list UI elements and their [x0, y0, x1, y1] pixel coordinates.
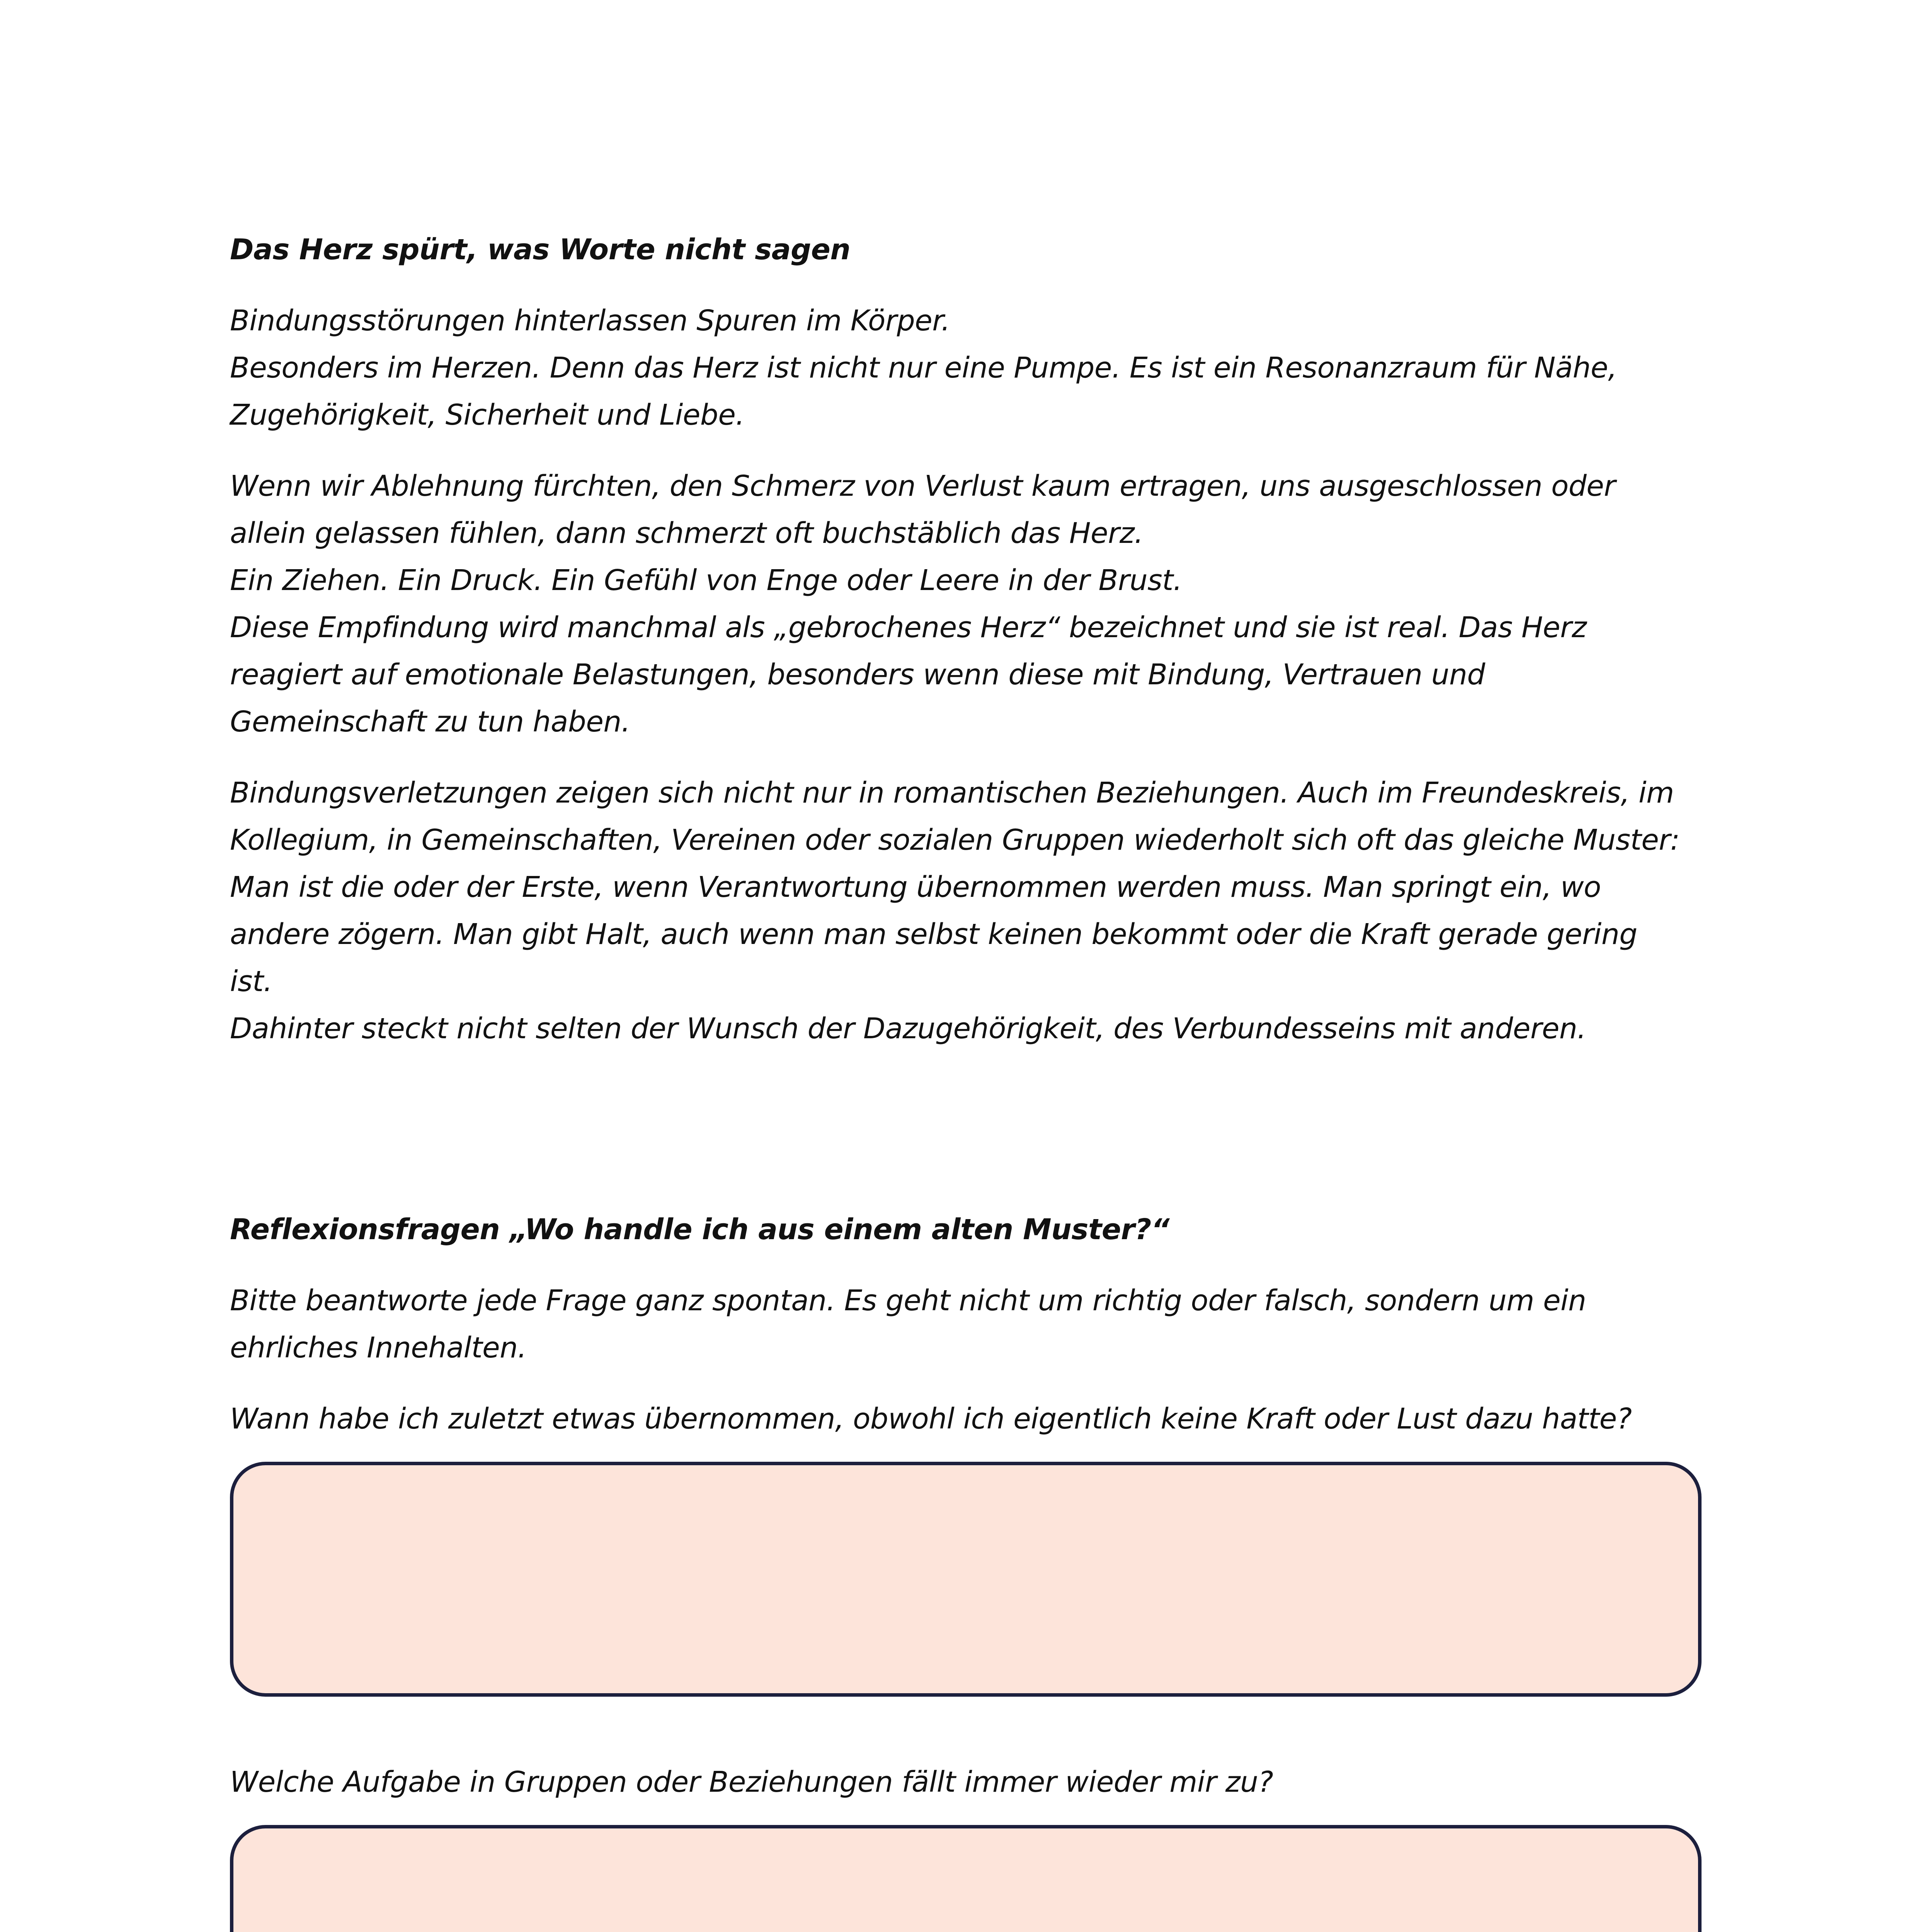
section-spacer: [230, 1076, 1706, 1206]
text-line: Bindungsverletzungen zeigen sich nicht nur in romantischen Beziehungen. Auch im Freundeskreis, im: [230, 776, 1674, 810]
text-line: Kollegium, in Gemeinschaften, Vereinen oder sozialen Gruppen wiederholt sich oft das gleiche Muster:: [230, 823, 1680, 857]
section-heading-herz: Das Herz spürt, was Worte nicht sagen: [230, 233, 851, 266]
section-heading-reflexionsfragen: Reflexionsfragen „Wo handle ich aus einem alten Muster?“: [230, 1213, 1170, 1246]
text-line: Diese Empfindung wird manchmal als „gebrochenes Herz“ bezeichnet und sie ist real. Das Herz: [230, 611, 1587, 644]
paragraph-bindungsverletzungen: [230, 769, 1706, 1052]
text-line: Ein Ziehen. Ein Druck. Ein Gefühl von Enge oder Leere in der Brust.: [230, 564, 1182, 597]
answer-field-1[interactable]: [230, 1462, 1702, 1697]
text-line: Bitte beantworte jede Frage ganz spontan. Es geht nicht um richtig oder falsch, sondern um ein: [230, 1284, 1586, 1317]
text-line: Besonders im Herzen. Denn das Herz ist nicht nur eine Pumpe. Es ist ein Resonanzraum für Nähe,: [230, 351, 1617, 384]
text-line: reagiert auf emotionale Belastungen, besonders wenn diese mit Bindung, Vertrauen und: [230, 658, 1485, 691]
answer-field-2[interactable]: [230, 1825, 1702, 1932]
page-content: [230, 226, 1706, 1932]
question-1: Wann habe ich zuletzt etwas übernommen, obwohl ich eigentlich keine Kraft oder Lust dazu hatte?: [230, 1402, 1632, 1435]
text-line: ist.: [230, 965, 272, 998]
question-2: Welche Aufgabe in Gruppen oder Beziehungen fällt immer wieder mir zu?: [230, 1765, 1273, 1799]
text-line: Bindungsstörungen hinterlassen Spuren im Körper.: [230, 304, 950, 337]
text-line: ehrliches Innehalten.: [230, 1331, 527, 1364]
text-line: Gemeinschaft zu tun haben.: [230, 705, 630, 738]
spacer: [230, 1697, 1706, 1759]
text-line: Zugehörigkeit, Sicherheit und Liebe.: [230, 398, 745, 432]
text-line: Dahinter steckt nicht selten der Wunsch der Dazugehörigkeit, des Verbundesseins mit anderen.: [230, 1012, 1586, 1045]
text-line: andere zögern. Man gibt Halt, auch wenn man selbst keinen bekommt oder die Kraft gerade gering: [230, 918, 1637, 951]
text-line: Man ist die oder der Erste, wenn Verantwortung übernommen werden muss. Man springt ein, wo: [230, 871, 1601, 904]
paragraph-bindungsstoerungen: [230, 297, 1706, 439]
text-line: allein gelassen fühlen, dann schmerzt oft buchstäblich das Herz.: [230, 517, 1143, 550]
reflection-intro: [230, 1277, 1706, 1371]
paragraph-ablehnung: [230, 463, 1706, 745]
text-line: Wenn wir Ablehnung fürchten, den Schmerz von Verlust kaum ertragen, uns ausgeschlossen oder: [230, 469, 1616, 503]
